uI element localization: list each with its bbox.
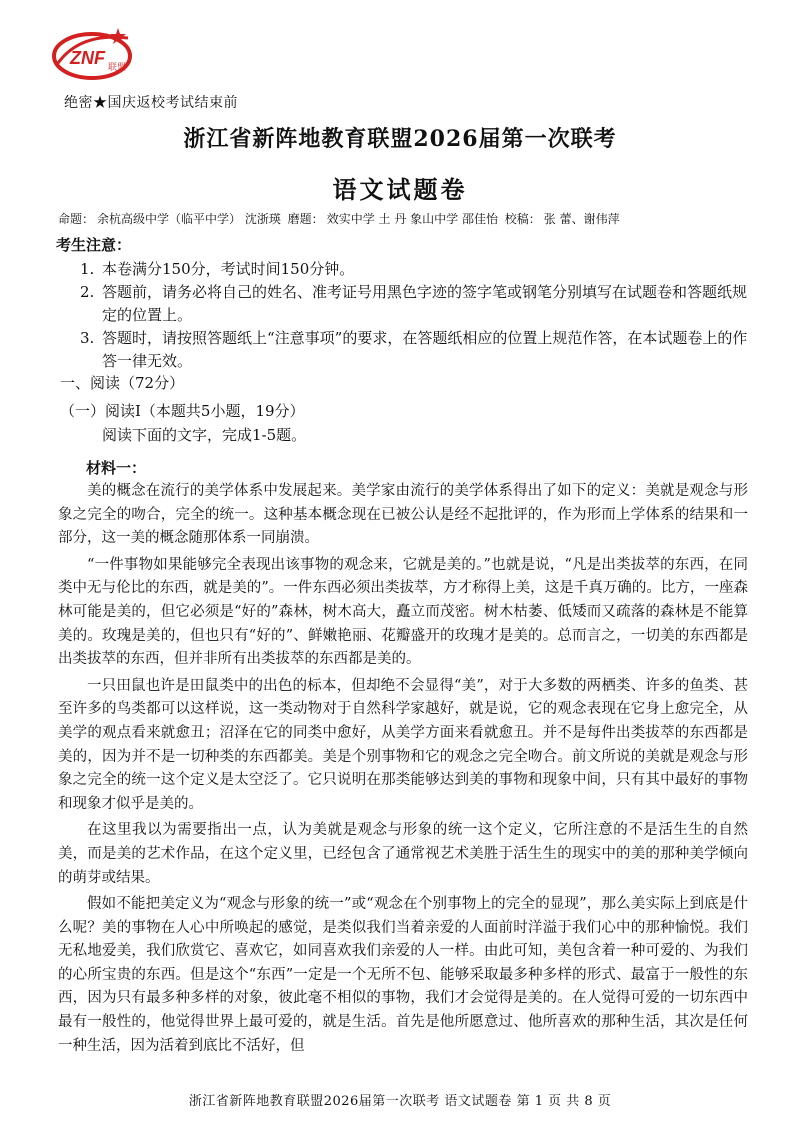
notice-list — [80, 258, 750, 373]
polish-names: 效实中学 土 丹 象山中学 邵佳怡 — [326, 212, 498, 226]
alliance-logo — [48, 22, 144, 86]
notice-item — [80, 281, 750, 327]
material-paragraph: 美的概念在流行的美学体系中发展起来。美学家由流行的美学体系得出了如下的定义：美就是观念与形象之完全的吻合，完全的统一。这种基本概念现在已被公认是经不起批评的，作为形而上学体系的结果和一部分，这一美的概念随那体系一同崩溃。 — [58, 483, 748, 547]
notice-heading: 考生注意： — [56, 236, 132, 254]
section-instruction: 阅读下面的文字，完成1-5题。 — [102, 426, 307, 444]
check-label: 校稿： — [504, 212, 541, 226]
material-body — [58, 480, 748, 1061]
notice-number: 2. — [80, 283, 95, 301]
material-paragraph: “一件事物如果能够完全表现出该事物的观念来，它就是美的。”也就是说，“凡是出类拔萃的东西，在同类中无与伦比的东西，就是美的”。一件东西必须出类拔萃，方才称得上美，这是千真万确的。比方，一座森林可能是美的，但它必须是“好的”森林，树木高大，矗立而茂密。树木枯萎、低矮而又疏落的森林是不能算美的。玫瑰是美的，但也只有“好的”、鲜嫩艳丽、花瓣盛开的玫瑰才是美的。总而言之，一切美的东西都是出类拔萃的东西，但并非所有出类拔萃的东西都是美的。 — [58, 556, 748, 668]
propose-names: 余杭高级中学（临平中学） 沈浙瑛 — [97, 212, 281, 226]
notice-text: 答题前，请务必将自己的姓名、准考证号用黑色字迹的签字笔或钢笔分别填写在试题卷和答题纸规定的位置上。 — [102, 283, 748, 324]
exam-subtitle: 语文试题卷 — [332, 175, 468, 204]
notice-number: 3. — [80, 329, 95, 347]
material-heading: 材料一： — [86, 459, 147, 477]
notice-number: 1. — [80, 260, 95, 278]
confidential-line: 绝密★国庆返校考试结束前 — [64, 95, 238, 111]
author-line — [58, 210, 623, 227]
svg-text:联盟: 联盟 — [108, 63, 127, 73]
material-paragraph: 假如不能把美定义为“观念与形象的统一”或“观念在个别事物上的完全的显现”，那么美实际上到底是什么呢？美的事物在人心中所唤起的感觉，是类似我们当着亲爱的人面前时洋溢于我们心中的那种愉悦。我们无私地爱美，我们欣赏它、喜欢它，如同喜欢我们亲爱的人一样。由此可知，美包含着一种可爱的、为我们的心所宝贵的东西。但是这个“东西”一定是一个无所不包、能够采取最多种多样的形式、最富于一般性的东西，因为只有最多种多样的对象，彼此毫不相似的事物，我们才会觉得是美的。在人觉得可爱的一切东西中最有一般性的，他觉得世界上最可爱的，就是生活。首先是他所愿意过、他所喜欢的那种生活，其次是任何一种生活，因为活着到底比不活好，但 — [58, 896, 748, 1054]
notice-text: 答题时，请按照答题纸上“注意事项”的要求，在答题纸相应的位置上规范作答，在本试题卷上的作答一律无效。 — [102, 329, 748, 370]
propose-label: 命题： — [58, 212, 95, 226]
section-title: 一、阅读（72分） — [60, 374, 185, 392]
polish-label: 磨题： — [287, 212, 324, 226]
notice-item — [80, 258, 750, 281]
subsection-title: （一）阅读Ⅰ（本题共5小题，19分） — [60, 402, 305, 420]
notice-item — [80, 327, 750, 373]
exam-title: 浙江省新阵地教育联盟2026届第一次联考 — [183, 126, 617, 152]
page-footer: 浙江省新阵地教育联盟2026届第一次联考 语文试题卷 第 1 页 共 8 页 — [188, 1094, 612, 1109]
svg-text:ZNF: ZNF — [70, 48, 105, 68]
check-names: 张 蕾、谢伟萍 — [543, 212, 620, 226]
material-paragraph: 在这里我以为需要指出一点，认为美就是观念与形象的统一这个定义，它所注意的不是活生生的自然美，而是美的艺术作品，在这个定义里，已经包含了通常视艺术美胜于活生生的现实中的美的那种美学倾向的萌芽或结果。 — [58, 822, 748, 886]
material-paragraph: 一只田鼠也许是田鼠类中的出色的标本，但却绝不会显得“美”，对于大多数的两栖类、许多的鱼类、甚至许多的鸟类都可以这样说，这一类动物对于自然科学家越好，就是说，它的观念表现在它身上愈完全，从美学的观点看来就愈丑；沼泽在它的同类中愈好，从美学方面来看就愈丑。并不是每件出类拔萃的东西都是美的，因为并不是一切种类的东西都美。美是个别事物和它的观念之完全吻合。前文所说的美就是观念与形象之完全的统一这个定义是太空泛了。它只说明在那类能够达到美的事物和现象中间，只有其中最好的事物和现象才似乎是美的。 — [58, 677, 748, 812]
notice-text: 本卷满分150分，考试时间150分钟。 — [102, 260, 355, 278]
